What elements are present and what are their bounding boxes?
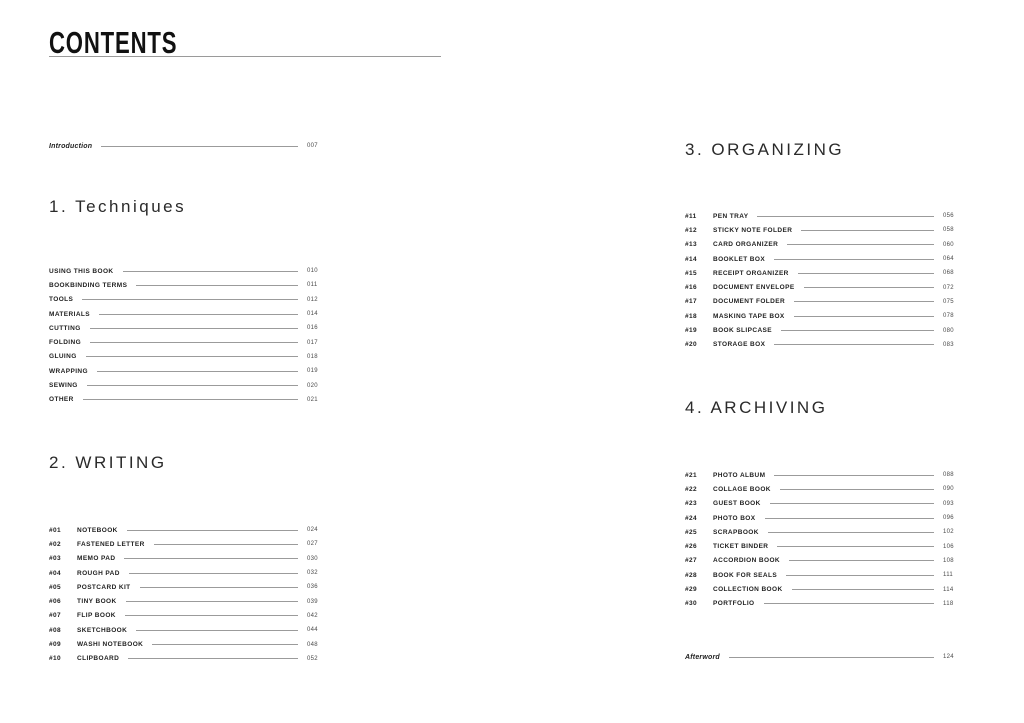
page-number: 019 bbox=[307, 368, 318, 375]
toc-row bbox=[685, 323, 961, 337]
item-number: #02 bbox=[49, 540, 62, 548]
item-label: WRAPPING bbox=[49, 367, 88, 375]
toc-row bbox=[685, 238, 961, 252]
item-number: #03 bbox=[49, 555, 62, 563]
page-title: CONTENTS bbox=[49, 26, 178, 60]
leader-line bbox=[794, 301, 934, 302]
toc-row bbox=[685, 252, 961, 266]
leader-line bbox=[123, 271, 298, 272]
leader-line bbox=[774, 259, 934, 260]
page-number: 024 bbox=[307, 527, 318, 534]
toc-row bbox=[49, 537, 325, 551]
item-number: #10 bbox=[49, 655, 62, 663]
leader-line bbox=[82, 299, 298, 300]
toc-row bbox=[49, 293, 325, 307]
item-label: ACCORDION BOOK bbox=[713, 557, 780, 565]
item-label: DOCUMENT FOLDER bbox=[713, 298, 786, 306]
item-number: #13 bbox=[685, 241, 698, 249]
leader-line bbox=[794, 316, 934, 317]
toc-list-techniques bbox=[49, 264, 325, 407]
leader-line bbox=[786, 575, 934, 576]
section-heading-organizing: 3. ORGANIZING bbox=[685, 140, 845, 159]
item-number: #22 bbox=[685, 485, 698, 493]
page-number: 075 bbox=[943, 298, 954, 305]
page-number: 114 bbox=[943, 586, 954, 593]
page-number: 017 bbox=[307, 339, 318, 346]
toc-row bbox=[685, 468, 961, 482]
item-number: #09 bbox=[49, 641, 62, 649]
item-label: FLIP BOOK bbox=[77, 612, 116, 620]
leader-line bbox=[729, 657, 934, 658]
leader-line bbox=[97, 371, 298, 372]
toc-row bbox=[685, 597, 961, 611]
toc-row bbox=[49, 307, 325, 321]
toc-row bbox=[49, 321, 325, 335]
leader-line bbox=[125, 615, 298, 616]
toc-row bbox=[685, 209, 961, 223]
leader-line bbox=[127, 530, 298, 531]
intro-label: Introduction bbox=[49, 142, 93, 150]
page-number: 039 bbox=[307, 598, 318, 605]
item-label: TICKET BINDER bbox=[713, 543, 769, 551]
item-label: PHOTO ALBUM bbox=[713, 471, 766, 479]
leader-line bbox=[136, 630, 298, 631]
page-number: 018 bbox=[307, 353, 318, 360]
item-label: CUTTING bbox=[49, 324, 81, 332]
item-label: STICKY NOTE FOLDER bbox=[713, 226, 793, 234]
page-number: 030 bbox=[307, 555, 318, 562]
item-number: #24 bbox=[685, 514, 698, 522]
leader-line bbox=[801, 230, 934, 231]
item-label: PEN TRAY bbox=[713, 212, 749, 220]
item-number: #08 bbox=[49, 626, 62, 634]
item-label: MASKING TAPE BOX bbox=[713, 312, 785, 320]
leader-line bbox=[140, 587, 298, 588]
leader-line bbox=[780, 489, 934, 490]
leader-line bbox=[777, 546, 934, 547]
leader-line bbox=[124, 558, 298, 559]
toc-row bbox=[685, 525, 961, 539]
leader-line bbox=[99, 314, 298, 315]
toc-row bbox=[685, 309, 961, 323]
toc-row bbox=[685, 482, 961, 496]
item-label: GLUING bbox=[49, 353, 77, 361]
leader-line bbox=[83, 399, 298, 400]
item-label: DOCUMENT ENVELOPE bbox=[713, 284, 795, 292]
page-number: 068 bbox=[943, 270, 954, 277]
leader-line bbox=[101, 146, 298, 147]
toc-row bbox=[685, 582, 961, 596]
item-label: FASTENED LETTER bbox=[77, 540, 145, 548]
title-underline bbox=[49, 56, 441, 57]
item-number: #11 bbox=[685, 212, 697, 220]
page-number: 012 bbox=[307, 296, 318, 303]
item-number: #28 bbox=[685, 571, 698, 579]
page-number: 108 bbox=[943, 557, 954, 564]
item-number: #21 bbox=[685, 471, 698, 479]
toc-row bbox=[685, 280, 961, 294]
toc-row bbox=[685, 554, 961, 568]
leader-line bbox=[781, 330, 934, 331]
page-number: 052 bbox=[307, 655, 318, 662]
item-label: BOOKBINDING TERMS bbox=[49, 281, 128, 289]
toc-row bbox=[49, 594, 325, 608]
page-number: 016 bbox=[307, 325, 318, 332]
page-number: 111 bbox=[943, 572, 954, 579]
page-number: 064 bbox=[943, 256, 954, 263]
page-number: 042 bbox=[307, 612, 318, 619]
page-number: 007 bbox=[307, 143, 318, 149]
afterword-label: Afterword bbox=[685, 653, 720, 661]
toc-row bbox=[49, 609, 325, 623]
item-number: #30 bbox=[685, 600, 698, 608]
item-label: OTHER bbox=[49, 396, 74, 404]
page-number: 027 bbox=[307, 541, 318, 548]
leader-line bbox=[804, 287, 934, 288]
item-number: #26 bbox=[685, 543, 698, 551]
item-label: GUEST BOOK bbox=[713, 500, 761, 508]
item-label: CLIPBOARD bbox=[77, 655, 120, 663]
page-number: 083 bbox=[943, 341, 954, 348]
page-number: 036 bbox=[307, 584, 318, 591]
item-label: TINY BOOK bbox=[77, 598, 117, 606]
item-label: RECEIPT ORGANIZER bbox=[713, 269, 789, 277]
toc-row bbox=[49, 523, 325, 537]
item-label: BOOK SLIPCASE bbox=[713, 327, 773, 335]
item-label: NOTEBOOK bbox=[77, 526, 118, 534]
item-number: #01 bbox=[49, 526, 62, 534]
item-number: #17 bbox=[685, 298, 698, 306]
leader-line bbox=[129, 573, 298, 574]
item-label: USING THIS BOOK bbox=[49, 267, 114, 275]
leader-line bbox=[90, 328, 298, 329]
item-number: #25 bbox=[685, 528, 698, 536]
item-label: PHOTO BOX bbox=[713, 514, 756, 522]
item-number: #12 bbox=[685, 226, 698, 234]
toc-row bbox=[49, 580, 325, 594]
item-label: TOOLS bbox=[49, 296, 74, 304]
toc-row bbox=[685, 568, 961, 582]
item-number: #23 bbox=[685, 500, 698, 508]
item-label: CARD ORGANIZER bbox=[713, 241, 779, 249]
item-label: BOOKLET BOX bbox=[713, 255, 766, 263]
item-label: COLLECTION BOOK bbox=[713, 586, 783, 594]
item-number: #29 bbox=[685, 586, 698, 594]
toc-row bbox=[49, 623, 325, 637]
item-number: #18 bbox=[685, 312, 698, 320]
toc-row bbox=[685, 338, 961, 352]
page-number: 124 bbox=[943, 654, 954, 660]
item-number: #15 bbox=[685, 269, 698, 277]
item-number: #19 bbox=[685, 327, 698, 335]
toc-row bbox=[685, 497, 961, 511]
page-number: 060 bbox=[943, 241, 954, 248]
toc-row bbox=[49, 335, 325, 349]
section-heading-techniques: 1. Techniques bbox=[49, 197, 187, 216]
page-number: 090 bbox=[943, 486, 954, 493]
toc-row bbox=[685, 266, 961, 280]
toc-row bbox=[49, 552, 325, 566]
item-number: #06 bbox=[49, 598, 62, 606]
leader-line bbox=[152, 644, 298, 645]
item-number: #16 bbox=[685, 284, 698, 292]
toc-row-introduction bbox=[49, 140, 325, 152]
item-label: WASHI NOTEBOOK bbox=[77, 641, 144, 649]
leader-line bbox=[126, 601, 298, 602]
leader-line bbox=[757, 216, 934, 217]
leader-line bbox=[90, 342, 298, 343]
page-number: 078 bbox=[943, 313, 954, 320]
item-label: BOOK FOR SEALS bbox=[713, 571, 778, 579]
leader-line bbox=[774, 475, 934, 476]
leader-line bbox=[792, 589, 934, 590]
toc-list-writing bbox=[49, 523, 325, 666]
item-number: #07 bbox=[49, 612, 62, 620]
leader-line bbox=[765, 518, 935, 519]
leader-line bbox=[86, 356, 298, 357]
item-label: SKETCHBOOK bbox=[77, 626, 128, 634]
leader-line bbox=[774, 344, 934, 345]
leader-line bbox=[764, 603, 934, 604]
page-number: 106 bbox=[943, 543, 954, 550]
page-number: 048 bbox=[307, 641, 318, 648]
page-number: 080 bbox=[943, 327, 954, 334]
item-label: SCRAPBOOK bbox=[713, 528, 759, 536]
section-heading-writing: 2. WRITING bbox=[49, 453, 167, 472]
page-number: 044 bbox=[307, 627, 318, 634]
toc-row bbox=[49, 652, 325, 666]
item-number: #20 bbox=[685, 341, 698, 349]
item-number: #27 bbox=[685, 557, 698, 565]
toc-row bbox=[685, 511, 961, 525]
leader-line bbox=[798, 273, 934, 274]
page-number: 088 bbox=[943, 472, 954, 479]
page-number: 020 bbox=[307, 382, 318, 389]
leader-line bbox=[770, 503, 934, 504]
toc-row bbox=[685, 295, 961, 309]
item-label: COLLAGE BOOK bbox=[713, 485, 771, 493]
toc-list-organizing bbox=[685, 209, 961, 352]
page-number: 032 bbox=[307, 570, 318, 577]
page-number: 093 bbox=[943, 500, 954, 507]
item-label: MATERIALS bbox=[49, 310, 91, 318]
item-label: SEWING bbox=[49, 382, 78, 390]
toc-row bbox=[49, 264, 325, 278]
toc-row bbox=[685, 223, 961, 237]
leader-line bbox=[136, 285, 298, 286]
item-label: ROUGH PAD bbox=[77, 569, 120, 577]
page-number: 010 bbox=[307, 268, 318, 275]
page-number: 021 bbox=[307, 396, 318, 403]
item-label: STORAGE BOX bbox=[713, 341, 766, 349]
toc-row bbox=[685, 539, 961, 553]
item-number: #04 bbox=[49, 569, 62, 577]
item-label: PORTFOLIO bbox=[713, 600, 755, 608]
toc-row bbox=[49, 637, 325, 651]
item-label: FOLDING bbox=[49, 339, 82, 347]
page-number: 072 bbox=[943, 284, 954, 291]
page-number: 096 bbox=[943, 515, 954, 522]
page-number: 011 bbox=[307, 282, 318, 289]
leader-line bbox=[128, 658, 298, 659]
page-number: 102 bbox=[943, 529, 954, 536]
toc-list-archiving bbox=[685, 468, 961, 611]
page-number: 014 bbox=[307, 311, 318, 318]
leader-line bbox=[787, 244, 934, 245]
leader-line bbox=[789, 560, 934, 561]
toc-row bbox=[49, 378, 325, 392]
item-number: #14 bbox=[685, 255, 698, 263]
item-label: POSTCARD KIT bbox=[77, 583, 131, 591]
page-number: 056 bbox=[943, 213, 954, 220]
toc-row bbox=[49, 393, 325, 407]
toc-row bbox=[49, 278, 325, 292]
toc-row bbox=[49, 566, 325, 580]
item-number: #05 bbox=[49, 583, 62, 591]
leader-line bbox=[154, 544, 298, 545]
toc-row-afterword bbox=[685, 651, 961, 663]
leader-line bbox=[87, 385, 298, 386]
section-heading-archiving: 4. ARCHIVING bbox=[685, 398, 828, 417]
leader-line bbox=[768, 532, 934, 533]
toc-row bbox=[49, 364, 325, 378]
page-number: 058 bbox=[943, 227, 954, 234]
toc-row bbox=[49, 350, 325, 364]
item-label: MEMO PAD bbox=[77, 555, 116, 563]
page-number: 118 bbox=[943, 600, 954, 607]
